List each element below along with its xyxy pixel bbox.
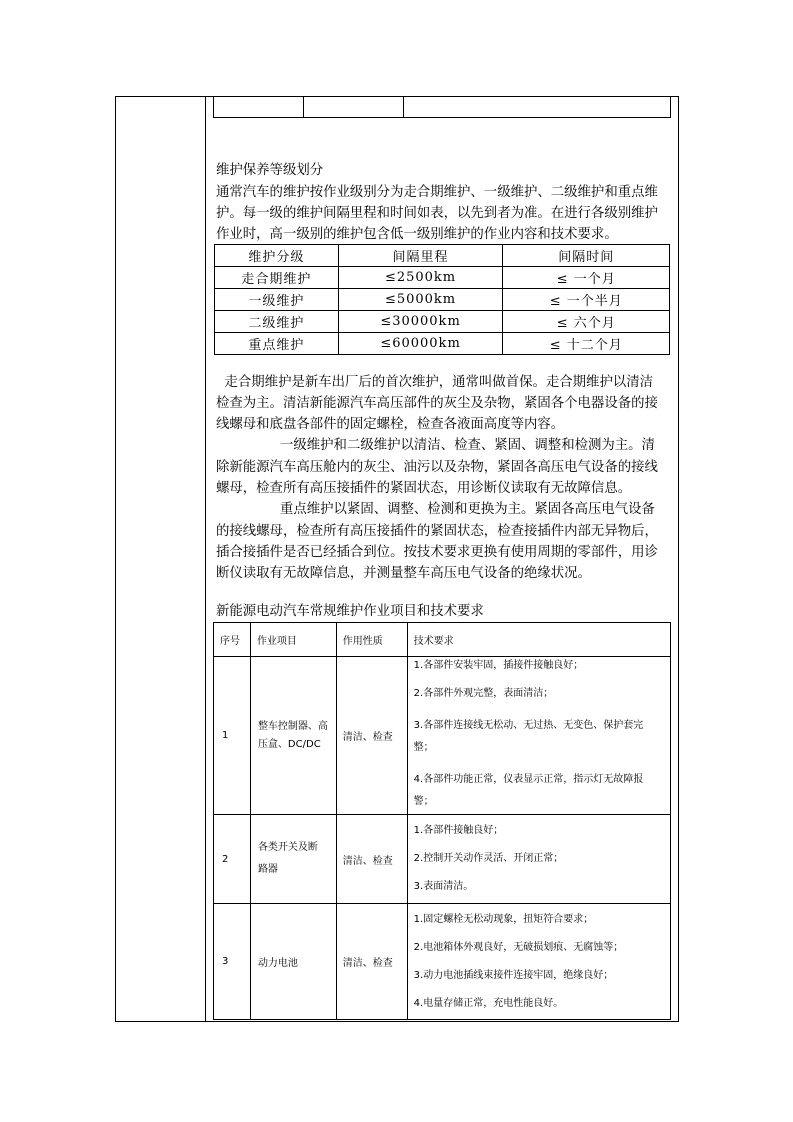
level-cell: 二级维护 [215, 311, 339, 333]
level-cell: ≤60000km [338, 333, 503, 355]
top-table-right [670, 96, 671, 118]
requirement-line: 警； [413, 795, 434, 807]
requirement-line: 1.各部件接触良好； [413, 825, 504, 836]
intro-line-2: 护。每一级的维护间隔里程和时间如表，以先到者为准。在进行各级别维护 [216, 206, 658, 221]
section-title: 维护保养等级划分 [216, 163, 324, 178]
frame-right-border [678, 96, 679, 1022]
work-nature: 清洁、检查 [336, 657, 407, 815]
intro-line-3: 作业时，高一级别的维护包含低一级别维护的作业内容和技术要求。 [216, 227, 618, 242]
requirement-line: 3.各部件连接线无松动、无过热、无变色、保护套完 [413, 719, 644, 731]
paragraph-1-line-1: 走合期维护是新车出厂后的首次维护，通常叫做首保。走合期维护以清洁 [216, 375, 654, 390]
paragraph-2-line-1: 一级维护和二级维护以清洁、检查、紧固、调整和检测为主。清 [280, 438, 655, 453]
level-cell: ≤ 一个月 [503, 267, 670, 289]
level-table-row [215, 311, 670, 333]
requirement-line: 整； [413, 741, 434, 753]
requirement-line: 1.各部件安装牢固，插接件接触良好； [413, 659, 584, 671]
frame-top-border [115, 96, 679, 97]
requirement-line: 4.各部件功能正常，仪表显示正常，指示灯无故障报 [413, 773, 644, 785]
paragraph-3-line-2: 的接线螺母，检查所有高压接插件的紧固状态，检查接插件内部无异物后， [216, 524, 658, 539]
row-number: 1 [214, 657, 251, 815]
work-item [250, 904, 336, 1020]
level-cell: ≤30000km [338, 311, 503, 333]
top-table-left [213, 96, 214, 118]
level-header-cell: 维护分级 [215, 245, 339, 267]
requirement-line: 2.电池箱体外观良好，无破损划痕、无腐蚀等； [413, 941, 624, 953]
table-row [214, 904, 671, 1020]
top-table-col1 [303, 96, 304, 118]
requirement-item [414, 687, 670, 701]
paragraph-2-line-3: 螺母，检查所有高压接插件的紧固状态，用诊断仪读取有无故障信息。 [216, 481, 632, 496]
level-header-cell: 间隔时间 [503, 245, 670, 267]
level-table-row [215, 267, 670, 289]
level-cell: 重点维护 [215, 333, 339, 355]
requirement-item [414, 769, 670, 813]
level-table [214, 244, 670, 355]
level-cell: 一级维护 [215, 289, 339, 311]
paragraph-1-line-3: 线螺母和底盘各部件的固定螺栓，检查各液面高度等内容。 [216, 417, 565, 432]
work-nature: 清洁、检查 [336, 904, 407, 1020]
main-table-title: 新能源电动汽车常规维护作业项目和技术要求 [216, 604, 484, 619]
tech-requirements [407, 904, 670, 1020]
main-header-cell: 作用性质 [336, 623, 407, 657]
work-item-line: 压盒、DC/DC [257, 738, 321, 750]
tech-requirements [407, 815, 670, 904]
level-cell: ≤2500km [338, 267, 503, 289]
main-table [213, 622, 671, 1020]
table-row [214, 657, 671, 815]
table-row [214, 815, 671, 904]
paragraph-3-line-4: 断仪读取有无故障信息，并测量整车高压电气设备的绝缘状况。 [216, 566, 591, 581]
top-table-col2 [403, 96, 404, 118]
level-table-row [215, 333, 670, 355]
paragraph-3-line-1: 重点维护以紧固、调整、检测和更换为主。紧固各高压电气设备 [280, 502, 655, 517]
level-header-cell: 间隔里程 [338, 245, 503, 267]
level-cell: ≤5000km [338, 289, 503, 311]
tech-requirements [407, 657, 670, 815]
requirement-line: 4.电量存储正常，充电性能良好。 [413, 997, 564, 1009]
main-header-cell: 作业项目 [250, 623, 336, 657]
level-table-header [215, 245, 670, 267]
requirement-line: 2.各部件外观完整，表面清洁； [413, 687, 554, 699]
level-table-row [215, 289, 670, 311]
work-item-line: 路器 [257, 864, 278, 875]
paragraph-3-line-3: 插合接插件是否已经插合到位。按技术要求更换有使用周期的零部件，用诊 [216, 545, 658, 560]
requirement-line: 3.动力电池插线束接件连接牢固，绝缘良好； [413, 969, 614, 981]
level-cell: ≤ 六个月 [503, 311, 670, 333]
requirement-item [414, 659, 670, 673]
requirement-line: 2.控制开关动作灵活、开闭正常； [413, 853, 564, 864]
main-header-cell: 技术要求 [407, 623, 670, 657]
intro-line-1: 通常汽车的维护按作业级别分为走合期维护、一级维护、二级维护和重点维 [216, 185, 658, 200]
frame-left-border [115, 96, 116, 1022]
work-item [250, 657, 336, 815]
paragraph-1-line-2: 检查为主。清洁新能源汽车高压部件的灰尘及杂物，紧固各个电器设备的接 [216, 396, 658, 411]
work-item-line: 整车控制器、高 [257, 720, 328, 732]
level-cell: ≤ 一个半月 [503, 289, 670, 311]
requirement-item [414, 715, 670, 759]
paragraph-2-line-2: 除新能源汽车高压舱内的灰尘、油污以及杂物，紧固各高压电气设备的接线 [216, 460, 658, 475]
requirement-line: 3.表面清洁。 [413, 881, 474, 892]
requirement-line: 1.固定螺栓无松动现象，扭矩符合要求； [413, 913, 594, 925]
work-item-line: 各类开关及断 [257, 842, 318, 853]
row-number: 3 [214, 904, 251, 1020]
level-cell: ≤ 十二个月 [503, 333, 670, 355]
frame-bottom-border [115, 1021, 679, 1022]
row-number: 2 [214, 815, 251, 904]
frame-divider [205, 96, 206, 1022]
main-header-cell: 序号 [214, 623, 251, 657]
work-nature: 清洁、检查 [336, 815, 407, 904]
top-table-bottom [213, 117, 671, 118]
work-item-line: 动力电池 [257, 958, 298, 969]
level-cell: 走合期维护 [215, 267, 339, 289]
work-item [250, 815, 336, 904]
main-table-header [214, 623, 671, 657]
